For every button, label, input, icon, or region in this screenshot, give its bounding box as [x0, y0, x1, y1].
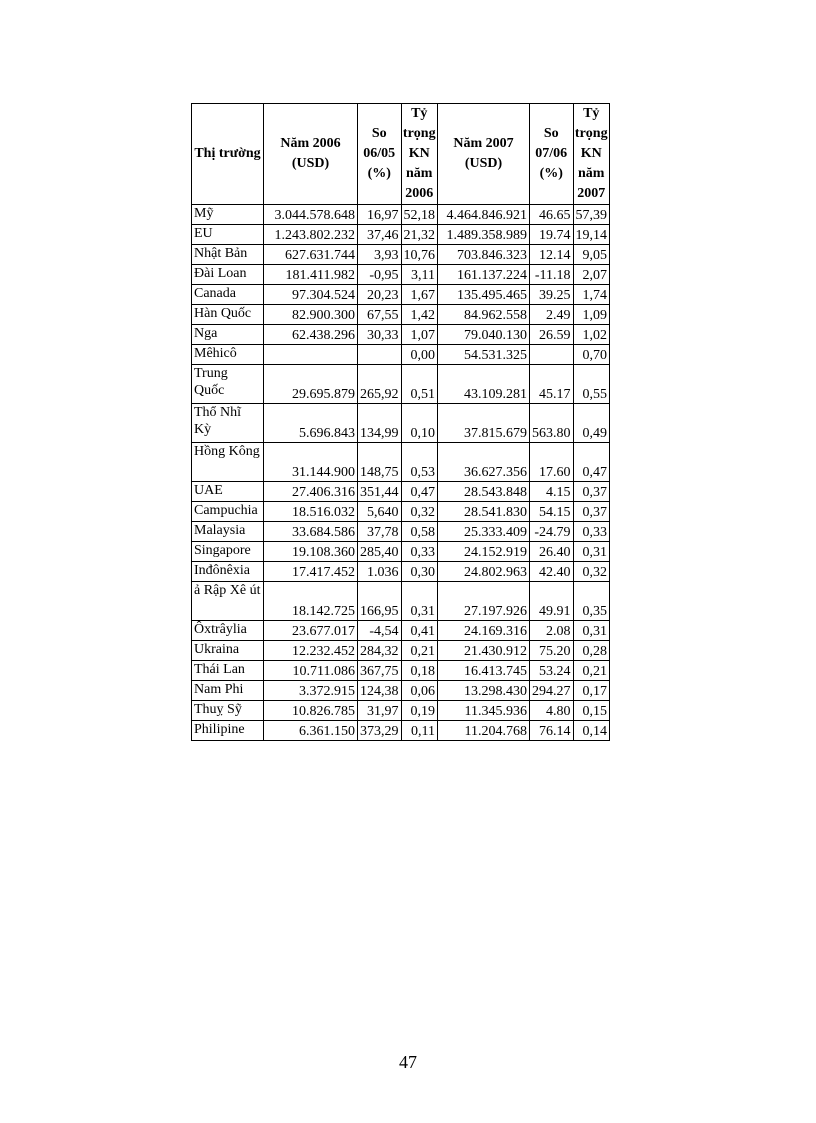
cell-value-2006: 19.108.360 — [264, 542, 358, 562]
cell-share-2006: 0,00 — [401, 345, 438, 365]
cell-change-07-06: 19.74 — [530, 225, 574, 245]
cell-country: Trung Quốc — [192, 365, 264, 404]
table-row — [192, 225, 610, 245]
cell-value-2006: 181.411.982 — [264, 265, 358, 285]
header-share-2006: Tỷ trọng KN năm 2006 — [401, 104, 438, 205]
cell-value-2007: 54.531.325 — [438, 345, 530, 365]
cell-share-2006: 0,32 — [401, 502, 438, 522]
cell-change-07-06: 76.14 — [530, 721, 574, 741]
cell-change-07-06: -24.79 — [530, 522, 574, 542]
cell-value-2007: 1.489.358.989 — [438, 225, 530, 245]
cell-value-2007: 27.197.926 — [438, 582, 530, 621]
cell-change-06-05: 37,46 — [358, 225, 402, 245]
cell-change-07-06: 2.08 — [530, 621, 574, 641]
cell-value-2006: 12.232.452 — [264, 641, 358, 661]
cell-change-06-05: 148,75 — [358, 443, 402, 482]
cell-change-06-05: 124,38 — [358, 681, 402, 701]
cell-share-2007: 19,14 — [573, 225, 610, 245]
cell-value-2007: 16.413.745 — [438, 661, 530, 681]
cell-share-2006: 10,76 — [401, 245, 438, 265]
cell-share-2007: 0,28 — [573, 641, 610, 661]
cell-value-2006: 23.677.017 — [264, 621, 358, 641]
cell-value-2007: 21.430.912 — [438, 641, 530, 661]
cell-country: Inđônêxia — [192, 562, 264, 582]
cell-share-2006: 0,51 — [401, 365, 438, 404]
header-year-2007: Năm 2007 (USD) — [438, 104, 530, 205]
cell-value-2007: 4.464.846.921 — [438, 205, 530, 225]
table-row — [192, 205, 610, 225]
cell-value-2006: 1.243.802.232 — [264, 225, 358, 245]
cell-country: Canada — [192, 285, 264, 305]
cell-change-06-05: 5,640 — [358, 502, 402, 522]
cell-share-2007: 0,70 — [573, 345, 610, 365]
cell-change-07-06: 42.40 — [530, 562, 574, 582]
cell-share-2006: 0,47 — [401, 482, 438, 502]
cell-value-2006: 10.826.785 — [264, 701, 358, 721]
cell-country: Malaysia — [192, 522, 264, 542]
cell-share-2006: 3,11 — [401, 265, 438, 285]
cell-value-2006: 29.695.879 — [264, 365, 358, 404]
table-row — [192, 701, 610, 721]
table-row — [192, 582, 610, 621]
cell-change-07-06: 75.20 — [530, 641, 574, 661]
cell-share-2007: 1,09 — [573, 305, 610, 325]
cell-share-2007: 0,21 — [573, 661, 610, 681]
cell-change-07-06: 49.91 — [530, 582, 574, 621]
cell-share-2006: 0,19 — [401, 701, 438, 721]
cell-change-07-06: 45.17 — [530, 365, 574, 404]
cell-change-07-06: 54.15 — [530, 502, 574, 522]
cell-share-2006: 0,11 — [401, 721, 438, 741]
cell-share-2007: 0,33 — [573, 522, 610, 542]
table-row — [192, 621, 610, 641]
cell-value-2007: 24.169.316 — [438, 621, 530, 641]
cell-country: Nam Phi — [192, 681, 264, 701]
table-row — [192, 562, 610, 582]
table-row — [192, 661, 610, 681]
cell-value-2006: 31.144.900 — [264, 443, 358, 482]
cell-change-06-05: 30,33 — [358, 325, 402, 345]
cell-change-07-06: 563.80 — [530, 404, 574, 443]
table-body — [192, 205, 610, 741]
cell-country: UAE — [192, 482, 264, 502]
cell-value-2007: 28.541.830 — [438, 502, 530, 522]
table-row — [192, 325, 610, 345]
cell-share-2006: 0,41 — [401, 621, 438, 641]
cell-change-06-05: -0,95 — [358, 265, 402, 285]
cell-share-2007: 0,31 — [573, 542, 610, 562]
cell-value-2006: 62.438.296 — [264, 325, 358, 345]
cell-change-06-05: 285,40 — [358, 542, 402, 562]
table-row — [192, 443, 610, 482]
cell-share-2006: 0,53 — [401, 443, 438, 482]
header-year-2006: Năm 2006 (USD) — [264, 104, 358, 205]
cell-share-2006: 0,31 — [401, 582, 438, 621]
cell-change-06-05: 37,78 — [358, 522, 402, 542]
header-share-2007: Tỷ trọng KN năm 2007 — [573, 104, 610, 205]
cell-value-2007: 135.495.465 — [438, 285, 530, 305]
cell-share-2007: 0,37 — [573, 482, 610, 502]
cell-value-2006: 17.417.452 — [264, 562, 358, 582]
header-market: Thị trường — [192, 104, 264, 205]
cell-country: Thuỵ Sỹ — [192, 701, 264, 721]
cell-change-06-05: 31,97 — [358, 701, 402, 721]
cell-share-2006: 0,58 — [401, 522, 438, 542]
cell-value-2006: 6.361.150 — [264, 721, 358, 741]
cell-country: Thái Lan — [192, 661, 264, 681]
table-row — [192, 721, 610, 741]
cell-value-2006: 5.696.843 — [264, 404, 358, 443]
cell-share-2007: 2,07 — [573, 265, 610, 285]
cell-change-07-06: 17.60 — [530, 443, 574, 482]
cell-change-06-05: 134,99 — [358, 404, 402, 443]
cell-country: ả Rập Xê út — [192, 582, 264, 621]
table-row — [192, 482, 610, 502]
cell-value-2007: 36.627.356 — [438, 443, 530, 482]
table-row — [192, 305, 610, 325]
header-change-06-05: So 06/05 (%) — [358, 104, 402, 205]
table-row — [192, 345, 610, 365]
cell-country: Campuchia — [192, 502, 264, 522]
cell-share-2007: 1,74 — [573, 285, 610, 305]
cell-value-2006: 27.406.316 — [264, 482, 358, 502]
cell-value-2007: 43.109.281 — [438, 365, 530, 404]
table-row — [192, 542, 610, 562]
table-row — [192, 522, 610, 542]
cell-change-07-06: 39.25 — [530, 285, 574, 305]
cell-value-2007: 84.962.558 — [438, 305, 530, 325]
cell-share-2006: 1,67 — [401, 285, 438, 305]
cell-country: Hàn Quốc — [192, 305, 264, 325]
cell-country: Nga — [192, 325, 264, 345]
cell-change-07-06: 2.49 — [530, 305, 574, 325]
header-change-07-06: So 07/06 (%) — [530, 104, 574, 205]
cell-value-2007: 11.345.936 — [438, 701, 530, 721]
page-number: 47 — [399, 1052, 417, 1072]
cell-value-2007: 79.040.130 — [438, 325, 530, 345]
cell-share-2006: 0,06 — [401, 681, 438, 701]
cell-country: Nhật Bản — [192, 245, 264, 265]
cell-share-2006: 52,18 — [401, 205, 438, 225]
cell-change-06-05: 67,55 — [358, 305, 402, 325]
cell-value-2006: 33.684.586 — [264, 522, 358, 542]
table-row — [192, 502, 610, 522]
cell-change-07-06: 4.15 — [530, 482, 574, 502]
cell-share-2006: 0,18 — [401, 661, 438, 681]
cell-value-2007: 28.543.848 — [438, 482, 530, 502]
cell-share-2007: 0,31 — [573, 621, 610, 641]
cell-value-2006: 97.304.524 — [264, 285, 358, 305]
cell-value-2006: 3.044.578.648 — [264, 205, 358, 225]
table-header-row — [192, 104, 610, 205]
cell-share-2006: 1,07 — [401, 325, 438, 345]
cell-change-07-06 — [530, 345, 574, 365]
cell-value-2007: 24.802.963 — [438, 562, 530, 582]
cell-change-06-05: 166,95 — [358, 582, 402, 621]
cell-value-2007: 25.333.409 — [438, 522, 530, 542]
cell-country: Ukraina — [192, 641, 264, 661]
cell-share-2007: 0,49 — [573, 404, 610, 443]
table-row — [192, 365, 610, 404]
cell-country: Đài Loan — [192, 265, 264, 285]
cell-country: Ôxtrâylia — [192, 621, 264, 641]
cell-share-2007: 0,14 — [573, 721, 610, 741]
cell-change-07-06: 4.80 — [530, 701, 574, 721]
cell-value-2006: 18.142.725 — [264, 582, 358, 621]
cell-value-2006 — [264, 345, 358, 365]
cell-change-07-06: 12.14 — [530, 245, 574, 265]
cell-value-2007: 24.152.919 — [438, 542, 530, 562]
cell-change-07-06: 26.59 — [530, 325, 574, 345]
cell-change-06-05: 284,32 — [358, 641, 402, 661]
cell-change-06-05 — [358, 345, 402, 365]
cell-change-06-05: 3,93 — [358, 245, 402, 265]
cell-change-06-05: 16,97 — [358, 205, 402, 225]
cell-share-2007: 9,05 — [573, 245, 610, 265]
cell-value-2007: 13.298.430 — [438, 681, 530, 701]
cell-share-2006: 0,21 — [401, 641, 438, 661]
cell-change-07-06: 53.24 — [530, 661, 574, 681]
cell-share-2006: 0,33 — [401, 542, 438, 562]
table-row — [192, 681, 610, 701]
cell-share-2007: 1,02 — [573, 325, 610, 345]
cell-share-2007: 0,37 — [573, 502, 610, 522]
cell-value-2007: 37.815.679 — [438, 404, 530, 443]
cell-share-2007: 0,15 — [573, 701, 610, 721]
cell-share-2007: 0,17 — [573, 681, 610, 701]
cell-change-06-05: 1.036 — [358, 562, 402, 582]
cell-change-06-05: 373,29 — [358, 721, 402, 741]
table-row — [192, 245, 610, 265]
cell-country: Philipine — [192, 721, 264, 741]
cell-share-2007: 0,47 — [573, 443, 610, 482]
table-row — [192, 285, 610, 305]
cell-change-07-06: 26.40 — [530, 542, 574, 562]
cell-change-06-05: 265,92 — [358, 365, 402, 404]
cell-country: Thổ Nhĩ Kỳ — [192, 404, 264, 443]
cell-change-07-06: -11.18 — [530, 265, 574, 285]
cell-country: EU — [192, 225, 264, 245]
cell-country: Singapore — [192, 542, 264, 562]
cell-change-07-06: 294.27 — [530, 681, 574, 701]
cell-value-2006: 82.900.300 — [264, 305, 358, 325]
table-row — [192, 404, 610, 443]
table-row — [192, 641, 610, 661]
cell-change-06-05: 20,23 — [358, 285, 402, 305]
cell-value-2007: 161.137.224 — [438, 265, 530, 285]
cell-value-2007: 11.204.768 — [438, 721, 530, 741]
cell-change-06-05: -4,54 — [358, 621, 402, 641]
cell-change-07-06: 46.65 — [530, 205, 574, 225]
table-row — [192, 265, 610, 285]
cell-value-2006: 18.516.032 — [264, 502, 358, 522]
cell-country: Mêhicô — [192, 345, 264, 365]
cell-value-2007: 703.846.323 — [438, 245, 530, 265]
cell-change-06-05: 367,75 — [358, 661, 402, 681]
cell-share-2007: 0,35 — [573, 582, 610, 621]
cell-share-2007: 57,39 — [573, 205, 610, 225]
cell-country: Hồng Kông — [192, 443, 264, 482]
cell-value-2006: 3.372.915 — [264, 681, 358, 701]
cell-change-06-05: 351,44 — [358, 482, 402, 502]
cell-share-2006: 21,32 — [401, 225, 438, 245]
cell-value-2006: 627.631.744 — [264, 245, 358, 265]
cell-share-2007: 0,55 — [573, 365, 610, 404]
cell-country: Mỹ — [192, 205, 264, 225]
cell-share-2007: 0,32 — [573, 562, 610, 582]
cell-share-2006: 1,42 — [401, 305, 438, 325]
cell-share-2006: 0,30 — [401, 562, 438, 582]
export-markets-table — [191, 103, 610, 741]
cell-value-2006: 10.711.086 — [264, 661, 358, 681]
cell-share-2006: 0,10 — [401, 404, 438, 443]
